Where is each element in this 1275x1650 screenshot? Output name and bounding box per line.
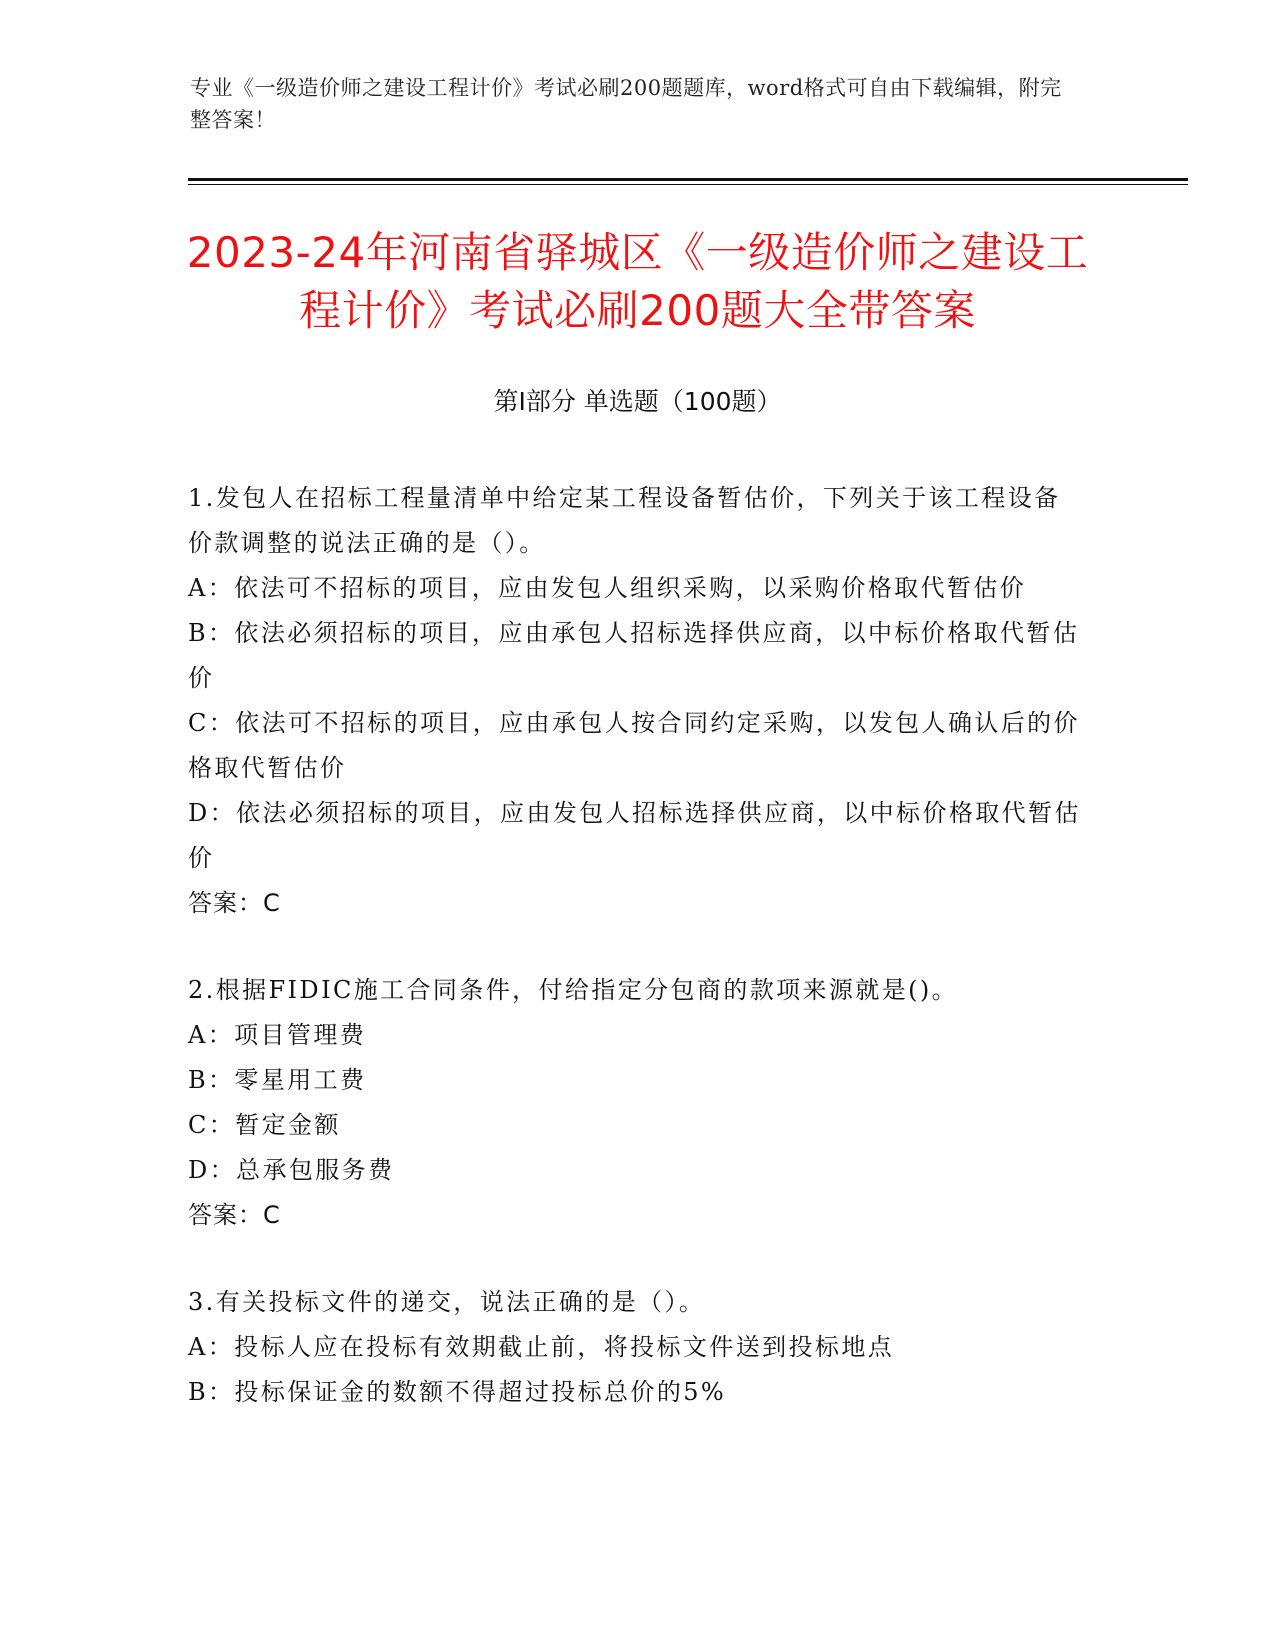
document-title: 2023-24年河南省驿城区《一级造价师之建设工程计价》考试必刷200题大全带答案 <box>186 228 1089 335</box>
option-d: D：依法必须招标的项目，应由发包人招标选择供应商，以中标价格取代暂估价 <box>188 799 1081 872</box>
question-stem: 3.有关投标文件的递交，说法正确的是（）。 <box>188 1288 706 1316</box>
option-a: A：项目管理费 <box>188 1021 367 1049</box>
header-rule-thick <box>188 178 1188 181</box>
option-a: A：投标人应在投标有效期截止前，将投标文件送到投标地点 <box>188 1333 895 1361</box>
header-note: 专业《一级造价师之建设工程计价》考试必刷200题题库，word格式可自由下载编辑，附完整答案！ <box>190 76 1062 132</box>
section-title: 第Ⅰ部分 单选题（100题） <box>493 387 782 416</box>
option-b: B：依法必须招标的项目，应由承包人招标选择供应商，以中标价格取代暂估价 <box>188 619 1080 692</box>
answer-line: 答案：C <box>188 889 281 917</box>
question-list <box>188 476 1083 1457</box>
header-rule-thin <box>188 184 1188 185</box>
question-stem: 2.根据FIDIC施工合同条件，付给指定分包商的款项来源就是()。 <box>188 976 959 1004</box>
answer-line: 答案：C <box>188 1201 281 1229</box>
option-b: B：投标保证金的数额不得超过投标总价的5% <box>188 1378 727 1406</box>
question-1 <box>188 476 1083 926</box>
question-3 <box>188 1280 1083 1415</box>
option-d: D：总承包服务费 <box>188 1156 395 1184</box>
option-b: B：零星用工费 <box>188 1066 367 1094</box>
question-stem: 1.发包人在招标工程量清单中给定某工程设备暂估价，下列关于该工程设备价款调整的说法正确的是（）。 <box>188 484 1061 557</box>
option-c: C：暂定金额 <box>188 1111 341 1139</box>
option-c: C：依法可不招标的项目，应由承包人按合同约定采购，以发包人确认后的价格取代暂估价 <box>188 709 1080 782</box>
option-a: A：依法可不招标的项目，应由发包人组织采购，以采购价格取代暂估价 <box>188 574 1027 602</box>
question-2 <box>188 968 1083 1238</box>
